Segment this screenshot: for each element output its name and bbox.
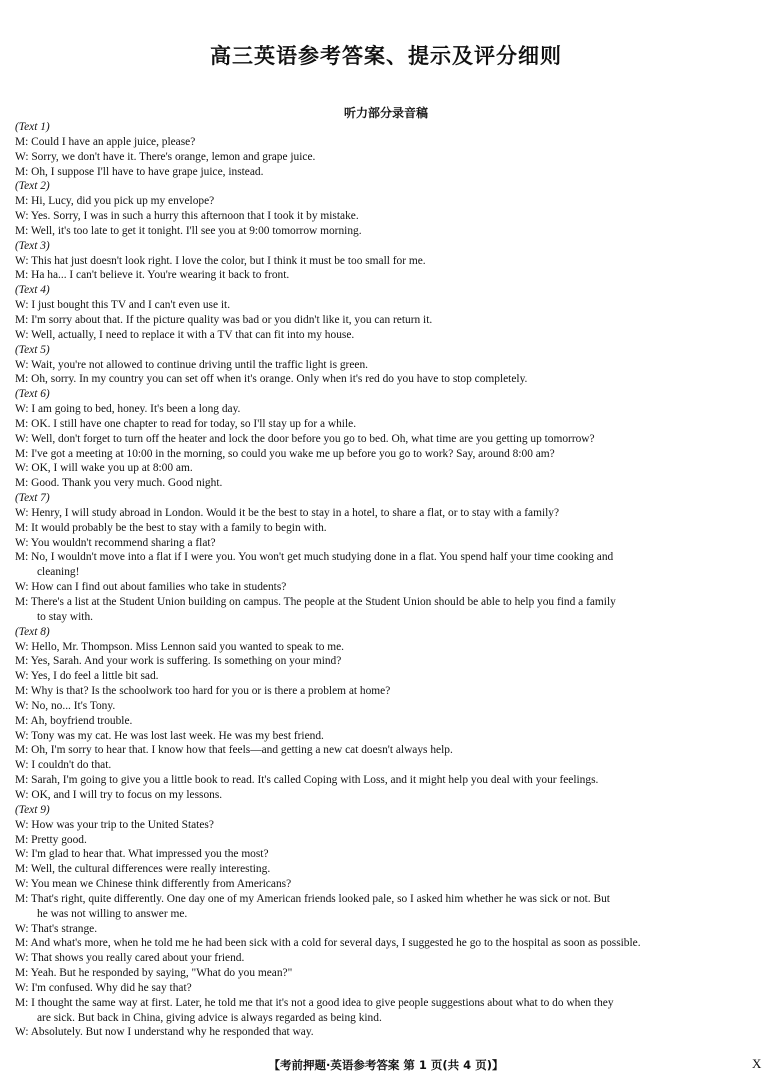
dialogue-line: M: Well, it's too late to get it tonight. I'll see you at 9:00 tomorrow morning. (15, 224, 362, 237)
dialogue-line: M: Sarah, I'm going to give you a little book to read. It's called Coping with Loss, and it might help you deal with your feelings. (15, 774, 599, 787)
dialogue-line: W: Tony was my cat. He was lost last week. He was my best friend. (15, 729, 324, 742)
text-label: (Text 6) (15, 388, 50, 401)
dialogue-line: W: I am going to bed, honey. It's been a long day. (15, 403, 241, 416)
dialogue-line: W: You mean we Chinese think differently from Americans? (15, 878, 292, 891)
dialogue-line: W: Absolutely. But now I understand why he responded that way. (15, 1026, 314, 1039)
dialogue-line: W: I'm glad to hear that. What impressed you the most? (15, 848, 269, 861)
dialogue-line: M: Ha ha... I can't believe it. You're wearing it back to front. (15, 269, 290, 282)
dialogue-line: M: Could I have an apple juice, please? (15, 135, 196, 148)
dialogue-line: M: No, I wouldn't move into a flat if I were you. You won't get much studying done in a flat. You spend half your time cooking and (15, 551, 614, 564)
dialogue-line: M: Well, the cultural differences were really interesting. (15, 863, 271, 876)
text-label: (Text 2) (15, 180, 50, 193)
text-label: (Text 9) (15, 803, 50, 816)
footer-mark: X (752, 1056, 762, 1071)
text-label: (Text 4) (15, 284, 50, 297)
section-heading: 听力部分录音稿 (343, 106, 428, 120)
dialogue-line-continuation: cleaning! (37, 566, 80, 579)
dialogue-line: W: That's strange. (15, 922, 98, 935)
dialogue-line: M: Pretty good. (15, 833, 87, 846)
dialogue-line: W: OK, and I will try to focus on my lessons. (15, 788, 223, 801)
dialogue-line: M: I thought the same way at first. Later, he told me that it's not a good idea to give people suggestions about what to do when they (15, 996, 614, 1009)
dialogue-line: M: Oh, I'm sorry to hear that. I know how that feels—and getting a new cat doesn't always help. (15, 744, 453, 757)
dialogue-line: W: I'm confused. Why did he say that? (15, 981, 192, 994)
dialogue-line: M: Ah, boyfriend trouble. (15, 714, 133, 727)
dialogue-line: M: I've got a meeting at 10:00 in the morning, so could you wake me up before you go to work? Say, around 8:00 am? (15, 447, 555, 460)
dialogue-line: M: That's right, quite differently. One day one of my American friends looked pale, so I asked him whether he was sick or not. But (15, 892, 610, 905)
page-footer: 【考前押题·英语参考答案 第 1 页(共 4 页)】 (268, 1058, 504, 1072)
dialogue-line-continuation: he was not willing to answer me. (37, 907, 188, 920)
dialogue-line: M: Oh, I suppose I'll have to have grape juice, instead. (15, 165, 264, 178)
dialogue-line: M: Why is that? Is the schoolwork too hard for you or is there a problem at home? (15, 685, 391, 698)
dialogue-line: W: Well, actually, I need to replace it with a TV that can fit into my house. (15, 328, 355, 341)
transcript (15, 120, 763, 1040)
dialogue-line: W: Yes, I do feel a little bit sad. (15, 670, 159, 683)
dialogue-line: W: I just bought this TV and I can't even use it. (15, 299, 231, 312)
dialogue-line-continuation: to stay with. (37, 610, 94, 623)
dialogue-line: M: OK. I still have one chapter to read for today, so I'll stay up for a while. (15, 417, 357, 430)
dialogue-line: W: Sorry, we don't have it. There's orange, lemon and grape juice. (15, 150, 316, 163)
dialogue-line: W: I couldn't do that. (15, 759, 112, 772)
dialogue-line: W: This hat just doesn't look right. I love the color, but I think it must be too small for me. (15, 254, 426, 267)
dialogue-line: M: There's a list at the Student Union building on campus. The people at the Student Union should be able to help you find a family (15, 596, 616, 608)
dialogue-line-continuation: are sick. But back in China, giving advice is always regarded as being kind. (37, 1011, 382, 1024)
dialogue-line: M: Oh, sorry. In my country you can set off when it's orange. Only when it's red do you have to stop completely. (15, 373, 528, 386)
dialogue-line: W: You wouldn't recommend sharing a flat? (15, 536, 216, 549)
dialogue-line: M: Hi, Lucy, did you pick up my envelope? (15, 195, 215, 208)
dialogue-line: M: Good. Thank you very much. Good night. (15, 477, 223, 490)
dialogue-line: W: How was your trip to the United States? (15, 818, 214, 831)
dialogue-line: W: How can I find out about families who take in students? (15, 581, 287, 594)
dialogue-line: W: Hello, Mr. Thompson. Miss Lennon said you wanted to speak to me. (15, 640, 345, 653)
dialogue-line: W: Henry, I will study abroad in London. Would it be the best to stay in a hotel, to share a flat, or to stay with a family? (15, 506, 560, 519)
dialogue-line: W: Yes. Sorry, I was in such a hurry this afternoon that I took it by mistake. (15, 210, 359, 223)
dialogue-line: W: No, no... It's Tony. (15, 699, 116, 712)
dialogue-line: M: I'm sorry about that. If the picture quality was bad or you didn't like it, you can return it. (15, 313, 433, 326)
dialogue-line: M: Yeah. But he responded by saying, "What do you mean?" (15, 967, 293, 980)
text-label: (Text 8) (15, 625, 50, 638)
text-label: (Text 3) (15, 239, 50, 252)
dialogue-line: M: And what's more, when he told me he had been sick with a cold for several days, I suggested he go to the hospital as soon as possible. (15, 937, 641, 950)
dialogue-line: W: Well, don't forget to turn off the heater and lock the door before you go to bed. Oh, what time are you getting up tomorrow? (15, 432, 595, 445)
dialogue-line: W: That shows you really cared about your friend. (15, 952, 245, 965)
text-label: (Text 1) (15, 121, 50, 133)
page-title: 高三英语参考答案、提示及评分细则 (210, 44, 562, 68)
text-label: (Text 7) (15, 492, 50, 505)
dialogue-line: M: Yes, Sarah. And your work is suffering. Is something on your mind? (15, 655, 342, 668)
text-label: (Text 5) (15, 343, 50, 356)
dialogue-line: W: OK, I will wake you up at 8:00 am. (15, 462, 193, 475)
dialogue-line: M: It would probably be the best to stay with a family to begin with. (15, 521, 327, 534)
dialogue-line: W: Wait, you're not allowed to continue driving until the traffic light is green. (15, 358, 369, 371)
